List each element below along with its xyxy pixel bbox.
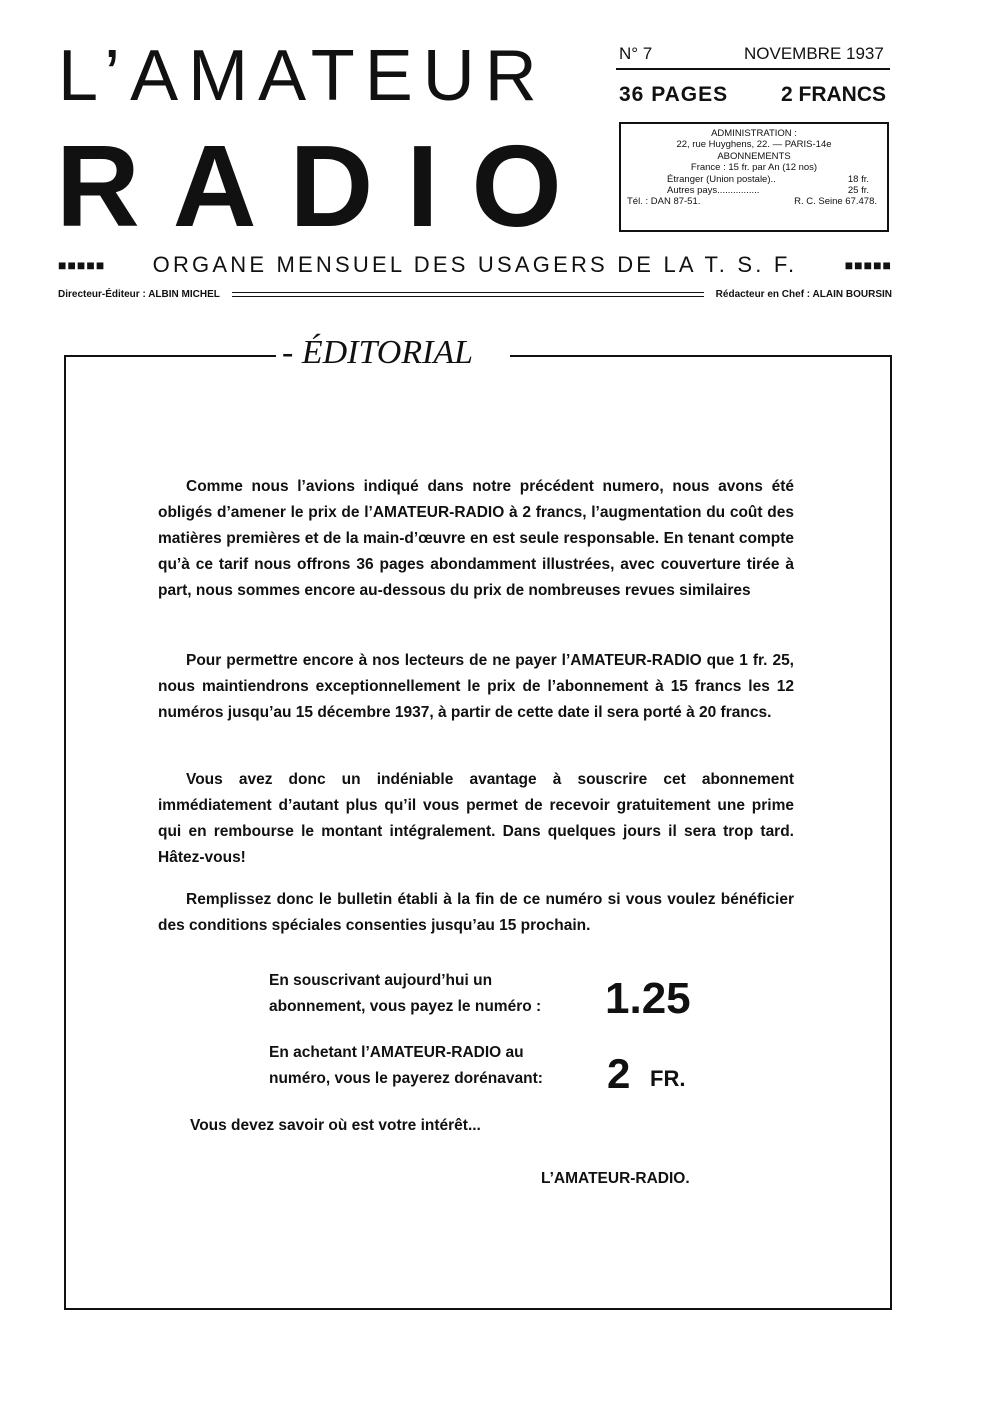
closing-line: Vous devez savoir où est votre intérêt...: [190, 1117, 481, 1134]
subscription-autres: [627, 185, 881, 196]
frame-top-left-rule: [64, 355, 276, 357]
subscription-etranger-price: 18 fr.: [847, 173, 869, 185]
credits-row: [58, 289, 892, 300]
director-credit: Directeur-Éditeur : ALBIN MICHEL: [58, 289, 220, 300]
subscription-etranger: [627, 174, 881, 185]
frame-top-right-rule: [510, 355, 892, 357]
trade-register: R. C. Seine 67.478.: [794, 196, 877, 208]
offer-buy-unit: FR.: [650, 1066, 686, 1091]
editorial-paragraph-3: Vous avez donc un indéniable avantage à souscrire cet abonnement immédiatement d’autant plus qu’il vous permet de recevoir gratuitement une prime qui en rembourse le montant intégralement. Dans quelques jours il sera trop tard. Hâtez-vous!: [158, 771, 794, 866]
masthead-title-line1: L’AMATEUR: [58, 36, 547, 116]
subscriptions-label: ABONNEMENTS: [717, 150, 791, 162]
telephone: Tél. : DAN 87-51.: [627, 196, 701, 208]
cover-price: 2 FRANCS: [781, 83, 887, 106]
issue-date: NOVEMBRE 1937: [744, 44, 884, 63]
masthead-title-line2: RADIO: [56, 121, 595, 251]
contact-line: [627, 196, 881, 207]
issue-number: N° 7: [619, 44, 653, 63]
editorial-title: - ÉDITORIAL: [282, 334, 474, 371]
dots-left: ■■■■■: [58, 257, 106, 273]
editorial-paragraph-4: Remplissez donc le bulletin établi à la fin de ce numéro si vous voulez bénéficier des conditions spéciales consenties jusqu’au 15 prochain.: [158, 891, 794, 934]
offer-buy-price: 2: [607, 1050, 631, 1097]
subtitle: ORGANE MENSUEL DES USAGERS DE LA T. S. F.: [152, 252, 798, 277]
offer-buy-text: En achetant l’AMATEUR-RADIO au numéro, vous le payerez dorénavant:: [269, 1044, 543, 1087]
offer-subscribe-text: En souscrivant aujourd’hui un abonnement, vous payez le numéro :: [269, 972, 542, 1015]
header-rule: [616, 68, 890, 70]
subtitle-bar: [58, 252, 892, 278]
credits-rule: [232, 292, 704, 297]
editorial-paragraph-2: Pour permettre encore à nos lecteurs de ne payer l’AMATEUR-RADIO que 1 fr. 25, nous maintiendrons exceptionnellement le prix de l’abonnement à 15 francs les 12 numéros jusqu’au 15 décembre 1937, à partir de cette date il sera porté à 20 francs.: [158, 652, 794, 721]
administration-label: ADMINISTRATION :: [711, 128, 797, 139]
offer-subscribe-price: 1.25: [605, 974, 691, 1023]
subscription-autres-price: 25 fr.: [847, 184, 869, 196]
editorial-paragraph-1: Comme nous l’avions indiqué dans notre précédent numero, nous avons été obligés d’amener le prix de l’AMATEUR-RADIO à 2 francs, l’augmentation du coût des matières premières et de la main-d’œuvre en est seule responsable. En tenant compte qu’à ce tarif nous offrons 36 pages abondamment illustrées, avec couverture tirée à part, nous sommes encore au-dessous du prix de nombreuses revues similaires: [158, 478, 794, 599]
page-count: 36 PAGES: [619, 83, 729, 106]
dots-right: ■■■■■: [844, 257, 892, 273]
subscription-autres-label: Autres pays................: [667, 184, 760, 196]
subscription-france: France : 15 fr. par An (12 nos): [690, 162, 818, 174]
subscription-etranger-label: Étranger (Union postale)..: [667, 173, 776, 185]
administration-address: 22, rue Huyghens, 22. — PARIS-14e: [676, 139, 832, 151]
administration-box: [619, 122, 889, 232]
signature: L’AMATEUR-RADIO.: [541, 1170, 690, 1187]
editor-credit: Rédacteur en Chef : ALAIN BOURSIN: [715, 289, 892, 300]
